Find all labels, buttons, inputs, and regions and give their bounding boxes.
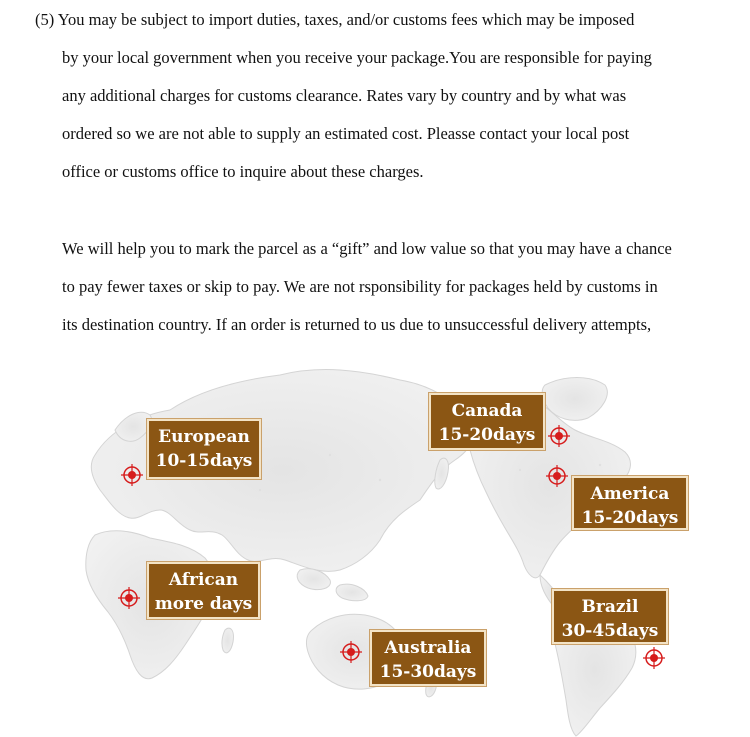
region-time: 30-45days (561, 621, 659, 641)
notice-line: ordered so we are not able to supply an estimated cost. Pleasse contact your local post (62, 124, 630, 143)
region-name: Canada (451, 401, 523, 421)
region-label-canada (429, 393, 545, 450)
notice-line: its destination country. If an order is returned to us due to unsuccessful delivery attempts, (62, 315, 652, 334)
region-label-australia (370, 630, 486, 686)
region-name: Australia (384, 638, 472, 658)
crosshair-target-icon (548, 425, 570, 447)
notice-line: any additional charges for customs clearance. Rates vary by country and by what was (62, 86, 627, 105)
region-label-brazil (552, 589, 668, 644)
region-name: African (168, 570, 239, 590)
region-name: America (590, 484, 670, 504)
notice-line: by your local government when you receive your package.You are responsible for paying (62, 48, 652, 67)
region-label-african (147, 562, 260, 619)
crosshair-target-icon (643, 647, 665, 669)
crosshair-target-icon (340, 641, 362, 663)
region-label-america (572, 476, 688, 530)
notice-line: We will help you to mark the parcel as a “gift” and low value so that you may have a chance (62, 239, 672, 258)
region-time: 15-30days (379, 662, 477, 682)
crosshair-target-icon (121, 464, 143, 486)
region-time: 15-20days (581, 508, 679, 528)
notice-line: to pay fewer taxes or skip to pay. We are not rsponsibility for packages held by customs in (62, 277, 658, 296)
notice-line: (5) You may be subject to import duties, taxes, and/or customs fees which may be imposed (35, 10, 635, 29)
region-time: 15-20days (438, 425, 536, 445)
shipping-time-map (0, 360, 750, 737)
crosshair-target-icon (118, 587, 140, 609)
notice-line: office or customs office to inquire about these charges. (62, 162, 424, 181)
region-name: Brazil (581, 597, 639, 617)
crosshair-target-icon (546, 465, 568, 487)
region-time: more days (154, 594, 253, 614)
region-time: 10-15days (155, 451, 253, 471)
region-label-european (147, 419, 261, 479)
region-name: European (158, 427, 250, 447)
